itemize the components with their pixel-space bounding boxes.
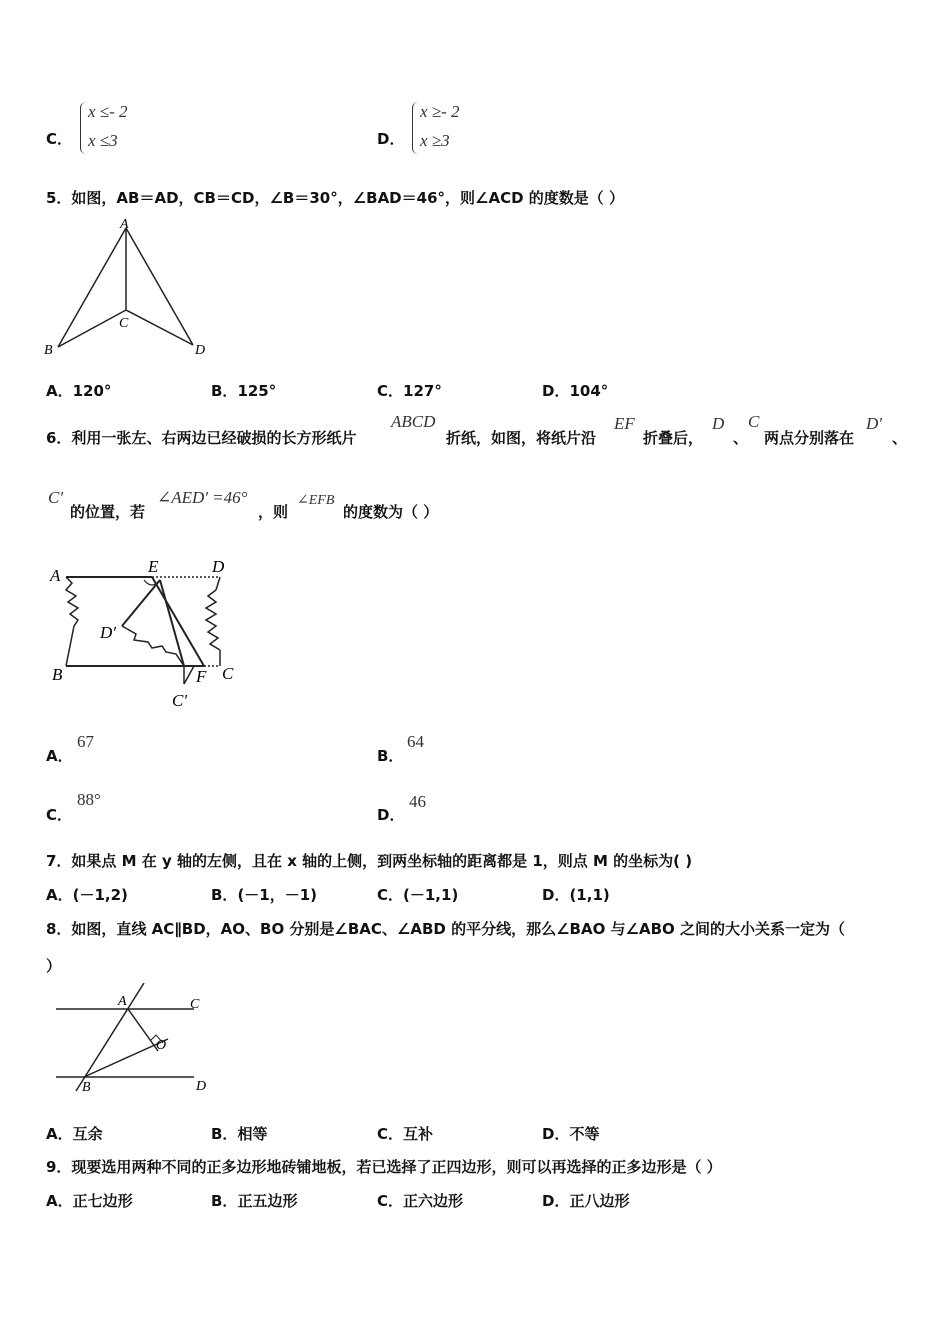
vertex-label-e: E <box>148 557 159 576</box>
vertex-label-c: C <box>190 997 200 1012</box>
inequality-line-1: x ≥- 2 <box>420 102 460 121</box>
option-d[interactable]: D．104° <box>542 382 609 400</box>
option-d[interactable]: D．正八边形 <box>542 1192 630 1210</box>
vertex-label-c: C <box>119 316 129 331</box>
q6-figure <box>44 550 254 715</box>
vertex-label-c-prime: C' <box>172 691 187 710</box>
vertex-label-a: A <box>118 994 127 1009</box>
option-c[interactable]: C．127° <box>377 382 442 400</box>
option-a[interactable]: A．(－1,2) <box>46 886 128 904</box>
option-a[interactable]: A．正七边形 <box>46 1192 133 1210</box>
vertex-label-b: B <box>44 343 53 358</box>
q5-text: 5．如图，AB＝AD，CB＝CD，∠B＝30°，∠BAD＝46°，则∠ACD 的度数是（ ） <box>46 189 624 207</box>
inequality-line-2: x ≤3 <box>88 131 118 150</box>
option-a[interactable]: A．120° <box>46 382 112 400</box>
option-c[interactable]: C．正六边形 <box>377 1192 464 1210</box>
option-b[interactable]: B．相等 <box>211 1125 268 1143</box>
option-c[interactable]: C．(－1,1) <box>377 886 459 904</box>
option-d[interactable]: D．(1,1) <box>542 886 610 904</box>
option-b[interactable]: B．(－1，－1) <box>211 886 318 904</box>
q8-text: 8．如图，直线 AC∥BD，AO、BO 分别是∠BAC、∠ABD 的平分线，那么∠BAO 与∠ABO 之间的大小关系一定为（ <box>46 920 846 938</box>
option-d[interactable]: D．不等 <box>542 1125 600 1143</box>
option-label: C． <box>46 130 73 148</box>
vertex-label-c: C <box>222 664 234 683</box>
vertex-label-f: F <box>196 667 207 686</box>
vertex-label-b: B <box>52 665 63 684</box>
vertex-label-d: D <box>196 1079 207 1094</box>
option-c[interactable]: C．互补 <box>377 1125 434 1143</box>
option-b[interactable]: B．正五边形 <box>211 1192 298 1210</box>
q7-text: 7．如果点 M 在 y 轴的左侧，且在 x 轴的上侧，到两坐标轴的距离都是 1，则点 M 的坐标为( ) <box>46 852 693 870</box>
inequality-line-1: x ≤- 2 <box>88 102 128 121</box>
vertex-label-a: A <box>50 566 61 585</box>
vertex-label-d: D <box>195 343 206 358</box>
inequality-line-2: x ≥3 <box>420 131 450 150</box>
q8-text-cont: ） <box>46 957 62 975</box>
q8-figure <box>44 983 224 1098</box>
vertex-label-a: A <box>120 217 129 232</box>
q9-text: 9．现要选用两种不同的正多边形地砖铺地板，若已选择了正四边形，则可以再选择的正多边形是（ ） <box>46 1158 722 1176</box>
option-label: D． <box>377 130 405 148</box>
option-a[interactable]: A．互余 <box>46 1125 103 1143</box>
vertex-label-o: O <box>156 1038 167 1053</box>
vertex-label-b: B <box>82 1080 91 1095</box>
option-b[interactable]: B．125° <box>211 382 277 400</box>
q5-figure <box>40 213 220 361</box>
vertex-label-d: D <box>212 557 225 576</box>
vertex-label-d-prime: D' <box>100 623 116 642</box>
